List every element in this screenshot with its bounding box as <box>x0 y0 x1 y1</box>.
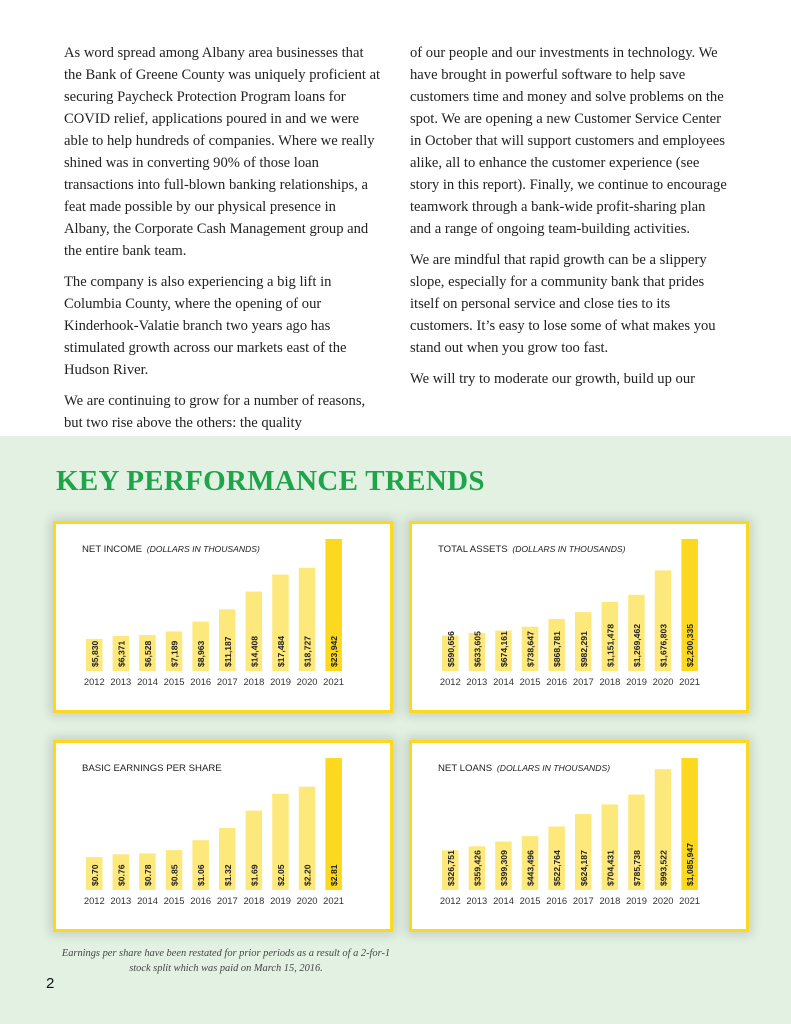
total-assets-chart <box>412 524 746 710</box>
bar-value-label: $1,269,462 <box>632 623 642 667</box>
bar-value-label: $624,187 <box>578 850 589 886</box>
bar-value-label: $0.76 <box>116 864 127 886</box>
x-tick-label: 2012 <box>83 895 105 906</box>
paragraph-rapid-growth: We are mindful that rapid growth can be a slippery slope, especially for a community bank that prides itself on personal service and close ties to its customers. It’s easy to lose some of what makes you stand out when you grow too fast. <box>410 252 716 356</box>
net-income-chart-card <box>53 521 393 713</box>
x-tick-label: 2013 <box>110 676 132 687</box>
bar-value-label: $2,200,335 <box>685 623 696 667</box>
x-tick-label: 2019 <box>270 676 291 687</box>
x-tick-label: 2017 <box>216 895 238 906</box>
eps-footnote: Earnings per share have been restated for prior periods as a result of a 2-for-1 stock split which was paid on March 15, 2016. <box>61 948 391 974</box>
x-tick-label: 2013 <box>466 895 488 906</box>
bar-value-label: $359,426 <box>472 850 483 886</box>
x-tick-label: 2021 <box>679 676 701 687</box>
x-tick-label: 2020 <box>652 895 674 906</box>
x-tick-label: 2019 <box>270 895 291 906</box>
x-tick-label: 2021 <box>323 895 345 906</box>
bar-value-label: $6,371 <box>116 640 127 667</box>
right-text-column <box>410 42 728 399</box>
bar-value-label: $1.32 <box>222 864 233 886</box>
bar-value-label: $993,522 <box>658 850 669 886</box>
x-tick-label: 2016 <box>546 676 568 687</box>
paragraph-people-technology: of our people and our investments in technology. We have brought in powerful software to help save customers time and money and solve problems on the spot. We are opening a new Customer Service Center in October that will support customers and employees alike, all to enhance the customer experience (see story in this report). Finally, we continue to encourage teamwork through a bank-wide profit-sharing plan and a range of ongoing team-building activities. <box>410 45 727 237</box>
bar-value-label: $11,187 <box>222 636 233 667</box>
bar-value-label: $704,431 <box>605 850 616 886</box>
chart-title-text: NET INCOME <box>82 544 143 555</box>
bar-value-label: $1.69 <box>249 864 260 886</box>
paragraph-moderate-growth: We will try to moderate our growth, build up our <box>410 371 695 387</box>
basic-eps-chart <box>56 743 390 929</box>
bar-value-label: $982,291 <box>578 631 589 667</box>
bar-value-label: $2.05 <box>276 864 286 886</box>
bar-value-label: $7,189 <box>169 640 180 667</box>
x-tick-label: 2012 <box>439 895 461 906</box>
x-tick-label: 2017 <box>572 676 594 687</box>
paragraph-ppp-loans: As word spread among Albany area businesses that the Bank of Greene County was uniquely proficient at securing Paycheck Protection Program loans for COVID relief, applications poured in and we were able to help hundreds of companies. Where we really shined was in converting 90% of those loan transactions into full-blown banking relationships, a feat made possible by our physical presence in Albany, the Corporate Cash Management group and the entire bank team. <box>64 45 381 259</box>
bar-value-label: $2.20 <box>302 864 313 886</box>
total-assets-chart-card <box>409 521 749 713</box>
bar-value-label: $674,161 <box>499 631 509 667</box>
bar-value-label: $1.06 <box>196 864 207 886</box>
x-tick-label: 2014 <box>493 676 514 687</box>
section-title: KEY PERFORMANCE TRENDS <box>56 465 485 497</box>
chart-title-text: NET LOANS <box>438 763 493 774</box>
x-tick-label: 2016 <box>190 676 212 687</box>
x-tick-label: 2018 <box>599 895 621 906</box>
bar-value-label: $0.70 <box>89 864 100 886</box>
bar-value-label: $1,676,803 <box>658 623 669 667</box>
chart-title-text: TOTAL ASSETS <box>438 544 508 555</box>
left-text-column <box>64 42 382 443</box>
bar-value-label: $738,647 <box>525 631 536 667</box>
x-tick-label: 2020 <box>652 676 674 687</box>
x-tick-label: 2015 <box>163 676 185 687</box>
net-loans-chart <box>412 743 746 929</box>
x-tick-label: 2020 <box>296 676 318 687</box>
bar-value-label: $23,942 <box>329 635 340 667</box>
x-tick-label: 2018 <box>599 676 621 687</box>
bar-value-label: $8,963 <box>196 640 207 667</box>
x-tick-label: 2015 <box>163 895 185 906</box>
bar-value-label: $18,727 <box>302 635 313 667</box>
x-tick-label: 2017 <box>572 895 594 906</box>
page-number: 2 <box>46 975 55 992</box>
net-loans-chart-card <box>409 740 749 932</box>
chart-title-text: BASIC EARNINGS PER SHARE <box>82 763 222 774</box>
x-tick-label: 2019 <box>626 895 647 906</box>
bar-value-label: $14,408 <box>249 635 260 667</box>
x-tick-label: 2014 <box>137 676 158 687</box>
x-tick-label: 2021 <box>323 676 345 687</box>
bar-value-label: $1,151,478 <box>605 623 616 667</box>
basic-eps-chart-card <box>53 740 393 932</box>
bar-value-label: $590,656 <box>445 631 456 667</box>
bar-value-label: $633,605 <box>472 631 483 667</box>
x-tick-label: 2014 <box>493 895 514 906</box>
key-performance-trends-section <box>0 436 791 1024</box>
bar-value-label: $443,496 <box>525 850 536 886</box>
bar-value-label: $17,484 <box>276 635 286 667</box>
chart-unit-note: (DOLLARS IN THOUSANDS) <box>512 544 626 554</box>
paragraph-growth-reasons: We are continuing to grow for a number of reasons, but two rise above the others: the quality <box>64 393 366 431</box>
x-tick-label: 2015 <box>519 676 541 687</box>
report-body-text <box>0 0 791 436</box>
x-tick-label: 2016 <box>546 895 568 906</box>
x-tick-label: 2018 <box>243 676 265 687</box>
bar-value-label: $0.78 <box>143 864 153 886</box>
net-income-chart <box>56 524 390 710</box>
x-tick-label: 2013 <box>466 676 488 687</box>
bar-value-label: $0.85 <box>169 864 180 886</box>
x-tick-label: 2012 <box>83 676 105 687</box>
x-tick-label: 2015 <box>519 895 541 906</box>
x-tick-label: 2012 <box>439 676 461 687</box>
bar-value-label: $868,781 <box>552 631 563 667</box>
bar-value-label: $522,764 <box>552 850 563 886</box>
bar-value-label: $399,309 <box>499 850 509 886</box>
bar-value-label: $785,738 <box>632 850 642 886</box>
x-tick-label: 2014 <box>137 895 158 906</box>
bar-value-label: $2.81 <box>329 864 340 886</box>
x-tick-label: 2020 <box>296 895 318 906</box>
paragraph-columbia-county: The company is also experiencing a big lift in Columbia County, where the opening of our Kinderhook-Valatie branch two years ago has stimulated growth across our markets east of the Hudson River. <box>64 274 347 378</box>
x-tick-label: 2013 <box>110 895 132 906</box>
chart-unit-note: (DOLLARS IN THOUSANDS) <box>496 763 611 773</box>
x-tick-label: 2021 <box>679 895 701 906</box>
bar-value-label: $6,528 <box>143 640 153 667</box>
x-tick-label: 2017 <box>216 676 238 687</box>
bar-value-label: $5,830 <box>89 640 100 667</box>
bar-value-label: $1,085,947 <box>685 842 696 886</box>
x-tick-label: 2016 <box>190 895 212 906</box>
bar-value-label: $326,751 <box>445 850 456 886</box>
x-tick-label: 2019 <box>626 676 647 687</box>
chart-unit-note: (DOLLARS IN THOUSANDS) <box>146 544 260 554</box>
x-tick-label: 2018 <box>243 895 265 906</box>
